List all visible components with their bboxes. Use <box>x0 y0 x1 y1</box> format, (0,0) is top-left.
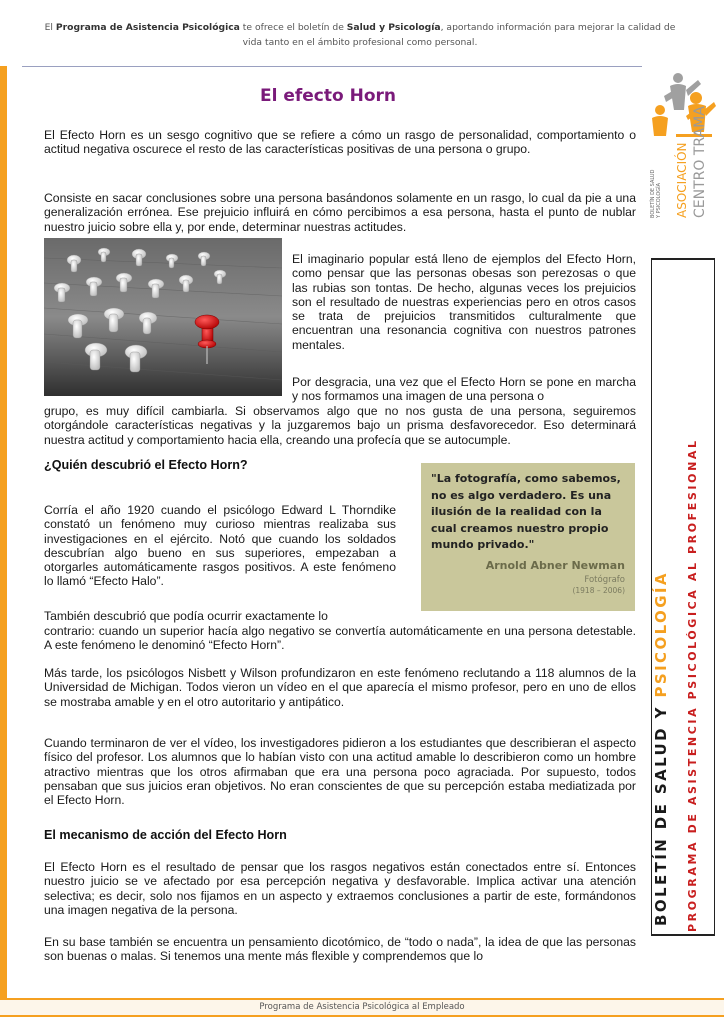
sidebar-bulletin-part-1: BOLETÍN DE SALUD Y <box>652 697 670 926</box>
sidebar-bulletin-part-2: PSICOLOGÍA <box>652 571 670 698</box>
logo-org-2: CENTRO TRAMA <box>692 106 708 218</box>
paragraph-5: Corría el año 1920 cuando el psicólogo Edward L Thorndike constató un fenómeno muy curioso mientras realizaba sus investigaciones en el ejército. Notó que cuando los soldados descubrían algo bueno en sus superiores, empezaban a otorgarles automáticamente rasgos positivos. A este fenómeno lo llamó “Efecto Halo”. <box>44 503 396 589</box>
section-heading-2: El mecanismo de acción del Efecto Horn <box>44 828 287 842</box>
paragraph-2: Consiste en sacar conclusiones sobre una persona basándonos solamente en un rasgo, lo cual da pie a una generalización errónea. Ese prejuicio influirá en cómo percibimos a esa persona, hasta el punto de nublar nuestro juicio sobre ella y, por ende, determinar nuestras actitudes. <box>44 191 636 234</box>
paragraph-10: En su base también se encuentra un pensamiento dicotómico, de “todo o nada”, la idea de que las personas son buenas o malas. Si tenemos una mente más flexible y comprendemos que lo <box>44 935 636 964</box>
logo-sub-2: Y PSICOLOGÍA <box>656 182 662 218</box>
centro-trama-logo <box>640 70 720 220</box>
logo-sub-1: BOLETÍN DE SALUD <box>650 169 656 218</box>
header-intro-2: te ofrece el boletín de <box>239 22 347 33</box>
section-heading-1: ¿Quién descubrió el Efecto Horn? <box>44 458 248 472</box>
footer: Programa de Asistencia Psicológica al Empleado <box>0 1000 724 1015</box>
quote-box <box>421 463 635 611</box>
quote-author: Arnold Abner Newman <box>485 558 625 572</box>
paragraph-6a: También descubrió que podía ocurrir exactamente lo <box>44 609 328 623</box>
header-divider <box>22 66 642 67</box>
paragraph-9: El Efecto Horn es el resultado de pensar que los rasgos negativos están conectados entre sí. Entonces nuestro juicio se ve afectado por esa percepción negativa y desfavorable. Implica activar una atención selectiva; es decir, solo nos fijamos en un aspecto y extraemos conclusiones a partir de este, formándonos una imagen negativa de la persona. <box>44 860 636 917</box>
header-program-name: Programa de Asistencia Psicológica <box>55 22 240 33</box>
quote-years: (1918 – 2006) <box>572 585 625 595</box>
logo-org-1: ASOCIACIÓN <box>675 142 689 218</box>
paragraph-4a: Por desgracia, una vez que el Efecto Horn se pone en marcha y nos formamos una imagen de una persona o <box>292 375 636 404</box>
header-bulletin-name: Salud y Psicología <box>346 22 441 33</box>
pushpins-photo <box>44 238 282 396</box>
paragraph-8: Cuando terminaron de ver el vídeo, los investigadores pidieron a los estudiantes que describieran el aspecto físico del profesor. Los alumnos que lo habían visto con una actitud amable lo describieron como un hombre atractivo mientras que los otros afirmaban que era una persona poco agraciada. Por supuesto, todos pensaban que sus juicios eran objetivos. No eran conscientes de que su percepción estaba mediatizada por el Efecto Horn. <box>44 736 636 808</box>
article-title: El efecto Horn <box>259 86 396 106</box>
header-intro-3: , aportando información para mejorar la calidad de vida tanto en el ámbito profesional como personal. <box>242 22 676 48</box>
left-accent-bar <box>0 66 7 998</box>
quote-text: "La fotografía, como sabemos, no es algo verdadero. Es una ilusión de la realidad con la cual creamos nuestro propio mundo privado." <box>431 472 621 551</box>
paragraph-1: El Efecto Horn es un sesgo cognitivo que se refiere a cómo un rasgo de personalidad, comportamiento o actitud negativa oscurece el resto de las características positivas de una persona o grupo. <box>44 128 636 157</box>
quote-role: Fotógrafo <box>584 574 625 585</box>
footer-rule-bottom <box>0 1015 724 1017</box>
header-banner <box>40 20 680 50</box>
paragraph-3: El imaginario popular está lleno de ejemplos del Efecto Horn, como pensar que las personas obesas son perezosas o que las rubias son tontas. De hecho, algunas veces los prejuicios son el resultado de nuestras experiencias pero en otros casos se trata de prejuicios transmitidos culturalmente que encuentran una resonancia cognitiva con nuestros patrones mentales. <box>292 252 636 352</box>
paragraph-6b: contrario: cuando un superior hacía algo negativo se convertía automáticamente en una persona detestable. A este fenómeno le denominó “Efecto Horn”. <box>44 624 636 653</box>
paragraph-7: Más tarde, los psicólogos Nisbett y Wilson profundizaron en este fenómeno reclutando a 118 alumnos de la Universidad de Michigan. Todos vieron un vídeo en el que aparecía el mismo profesor, pero en uno de ellos se mostraba amable y en el otro autoritario y antipático. <box>44 666 636 709</box>
header-intro-1: El <box>44 22 56 33</box>
paragraph-4b: grupo, es muy difícil cambiarla. Si observamos algo que no nos gusta de una persona, seguiremos otorgándole características negativas y la juzgaremos bajo un prisma desfavorecedor. Eso determinará nuestra actitud y comportamiento hacia ella, creando una profecía que se autocumple. <box>44 404 636 447</box>
sidebar-bulletin-title <box>649 376 673 926</box>
sidebar-program-title: PROGRAMA DE ASISTENCIA PSICOLÓGICA AL PROFESIONAL <box>686 438 699 932</box>
